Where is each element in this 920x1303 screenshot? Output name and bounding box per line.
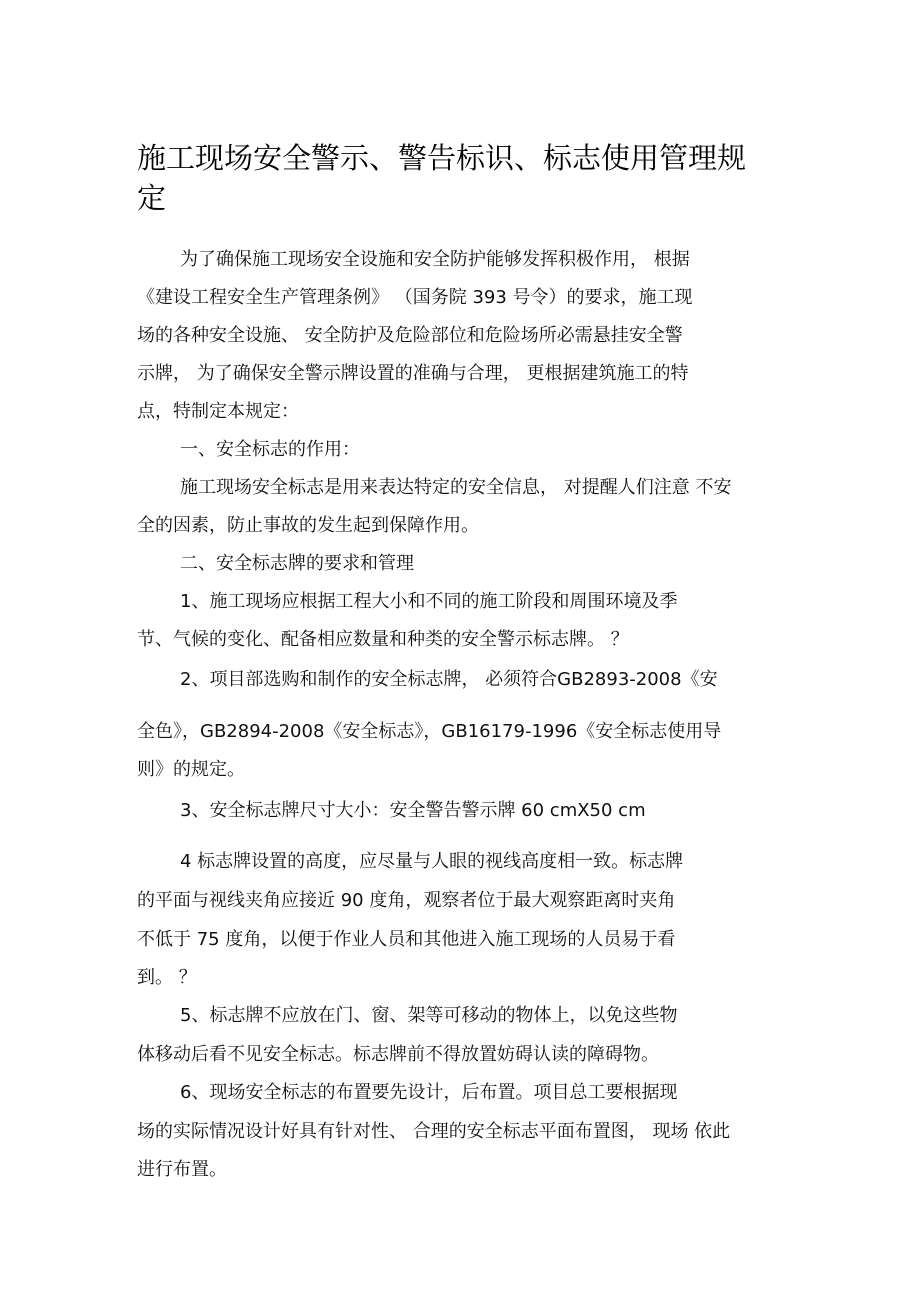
body-line: 4 标志牌设置的高度，应尽量与人眼的视线高度相一致。标志牌 [180, 851, 684, 872]
body-line: 施工现场安全标志是用来表达特定的安全信息， 对提醒人们注意 不安 [180, 477, 732, 498]
section-heading: 二、安全标志牌的要求和管理 [180, 553, 414, 574]
body-line: 《建设工程安全生产管理条例》 （国务院 393 号令）的要求，施工现 [137, 287, 693, 308]
body-line: 场的实际情况设计好具有针对性、 合理的安全标志平面布置图， 现场 依此 [137, 1121, 731, 1142]
body-line: 到。 ？ [137, 967, 197, 988]
body-line: 全的因素，防止事故的发生起到保障作用。 [137, 515, 479, 536]
body-line: 1、施工现场应根据工程大小和不同的施工阶段和周围环境及季 [180, 591, 678, 612]
body-line: 场的各种安全设施、 安全防护及危险部位和危险场所必需悬挂安全警 [137, 325, 683, 346]
body-line: 不低于 75 度角，以便于作业人员和其他进入施工现场的人员易于看 [137, 929, 676, 950]
body-line: 则》的规定。 [137, 759, 245, 780]
document-title-line-2: 定 [137, 181, 167, 215]
body-line: 5、标志牌不应放在门、窗、架等可移动的物体上，以免这些物 [180, 1005, 678, 1026]
body-line: 节、气候的变化、配备相应数量和种类的安全警示标志牌。 ？ [137, 629, 629, 650]
body-line: 6、现场安全标志的布置要先设计，后布置。项目总工要根据现 [180, 1082, 678, 1103]
body-line: 3、安全标志牌尺寸大小：安全警告警示牌 60 cmX50 cm [180, 800, 646, 821]
document-title-line-1: 施工现场安全警示、警告标识、标志使用管理规 [137, 141, 747, 175]
body-line: 体移动后看不见安全标志。标志牌前不得放置妨碍认读的障碍物。 [137, 1044, 659, 1065]
body-line: 2、项目部选购和制作的安全标志牌， 必须符合GB2893-2008《安 [180, 669, 718, 690]
body-line: 示牌， 为了确保安全警示牌设置的准确与合理， 更根据建筑施工的特 [137, 363, 689, 384]
section-heading: 一、安全标志的作用： [180, 439, 360, 460]
body-line: 点，特制定本规定： [137, 401, 299, 422]
body-line: 进行布置。 [137, 1159, 227, 1180]
body-line: 的平面与视线夹角应接近 90 度角，观察者位于最大观察距离时夹角 [137, 890, 676, 911]
body-line: 为了确保施工现场安全设施和安全防护能够发挥积极作用， 根据 [180, 249, 690, 270]
body-line: 全色》，GB2894-2008《安全标志》，GB16179-1996《安全标志使用导 [137, 721, 722, 742]
